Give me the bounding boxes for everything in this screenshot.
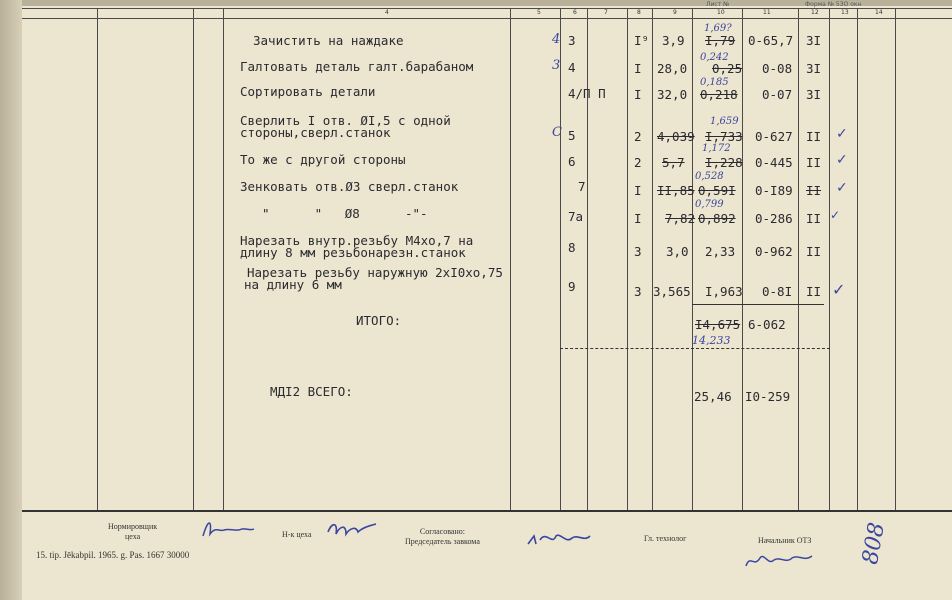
col9-value: 28,0 [657, 61, 688, 76]
grid-line [627, 8, 628, 510]
operation-text: Сверлить I отв. ØI,5 с одной [240, 113, 451, 128]
column-number: 11 [763, 9, 771, 16]
signature-normirovshchik [198, 514, 258, 542]
column-number: 5 [537, 9, 541, 16]
normirovshchik-label: Нормировщик цеха [108, 522, 158, 541]
handwritten-prefix: 3 [552, 58, 561, 73]
col12-value: 3I [806, 61, 822, 76]
col10-value: 0,892 [698, 211, 736, 226]
binding-edge [0, 0, 22, 600]
col6-value: 3 [568, 33, 576, 48]
soglasovano-label: Согласовано: Председатель завкома [405, 527, 480, 546]
grid-line [895, 8, 896, 510]
grid-line [193, 8, 194, 510]
dashed-separator [560, 348, 830, 349]
col9-value: 5,7 [662, 155, 685, 170]
operation-text: на длину 6 мм [244, 277, 342, 292]
grid-line [692, 8, 693, 510]
col6-value: 6 [568, 154, 576, 169]
vsego-col11: I0-259 [745, 389, 791, 404]
grid-line [223, 8, 224, 510]
form-label: Форма № 5ЗО окн [805, 1, 862, 8]
col9-value: 4,039 [657, 129, 695, 144]
column-number: 6 [573, 9, 577, 16]
sum-underline [692, 304, 824, 305]
col10-note: 0,242 [700, 52, 729, 63]
handwritten-prefix: С [552, 125, 562, 140]
signature-nach-tseha [322, 516, 382, 542]
col8-value: 3 [634, 244, 642, 259]
vsego-col10: 25,46 [694, 389, 732, 404]
col8-value: I [634, 211, 642, 226]
col8-value: I [634, 183, 642, 198]
signature-zavkom [524, 526, 604, 552]
column-number: 4 [385, 9, 389, 16]
col10-value: 0,218 [700, 87, 738, 102]
grid-line [798, 8, 799, 510]
margin-number: 808 [858, 520, 890, 567]
grid-line [652, 8, 653, 510]
col11-value: 0-286 [755, 211, 793, 226]
col10-value: 0,25 [712, 61, 743, 76]
col10-note: 1,69? [704, 23, 732, 34]
col9-value: 7,82 [665, 211, 696, 226]
print-info: 15. tip. Jēkabpil. 1965. g. Pas. 1667 30000 [36, 550, 190, 560]
operation-text: То же с другой стороны [240, 152, 406, 167]
col10-value: I,733 [705, 129, 743, 144]
col6-value: 5 [568, 128, 576, 143]
col9-value: 3,9 [662, 33, 685, 48]
col12-value: II [806, 129, 822, 144]
column-number: 9 [673, 9, 677, 16]
col8-value: I [634, 87, 642, 102]
col10-note: 1,172 [702, 143, 731, 154]
col9-value: 32,0 [657, 87, 688, 102]
sheet-label: Лист № [706, 1, 730, 8]
operation-text: Нарезать внутр.резьбу М4хо,7 на [240, 233, 474, 248]
vsego-label: МДI2 ВСЕГО: [270, 384, 353, 399]
column-number: 7 [604, 9, 608, 16]
col12-value: II [806, 155, 822, 170]
col8-value: 3 [634, 284, 642, 299]
col12-value: II [806, 183, 822, 198]
col10-note: 0,185 [700, 77, 729, 88]
column-number: 8 [637, 9, 641, 16]
col12-value: II [806, 284, 822, 299]
col8-value: 2 [634, 129, 642, 144]
col10-value: I,228 [705, 155, 743, 170]
operation-text: Зачистить на наждаке [253, 33, 404, 48]
col9-value: 3,565 [653, 284, 691, 299]
col6-value: 9 [568, 279, 576, 294]
grid-line [857, 8, 858, 510]
col9-value: 3,0 [666, 244, 689, 259]
col11-value: 0-08 [762, 61, 793, 76]
col12-value: II [806, 211, 822, 226]
column-number: 13 [841, 9, 849, 16]
operation-text: Галтовать деталь галт.барабаном [240, 59, 474, 74]
grid-line [742, 8, 743, 510]
grid-line [829, 8, 830, 510]
col11-value: 0-07 [762, 87, 793, 102]
header-line [22, 18, 952, 19]
check-mark-icon: ✓ [836, 126, 848, 142]
header-line [22, 8, 952, 9]
col12-value: II [806, 244, 822, 259]
itogo-col10-note: 14,233 [692, 334, 731, 347]
operation-text: стороны,сверл.станок [240, 125, 391, 140]
column-number: 12 [811, 9, 819, 16]
col8-value: I [634, 61, 642, 76]
col8-value: 2 [634, 155, 642, 170]
col10-value: 2,33 [705, 244, 736, 259]
handwritten-prefix: 4 [552, 32, 561, 47]
col11-value: 0-8I [762, 284, 793, 299]
column-number: 14 [875, 9, 883, 16]
col11-value: 0-445 [755, 155, 793, 170]
nach-otz-label: Начальник ОТЗ [758, 536, 812, 545]
col10-note: 0,528 [695, 171, 724, 182]
col10-note: 0,799 [695, 199, 724, 210]
col6-value: 8 [568, 240, 576, 255]
check-mark-icon: ✓ [836, 180, 848, 196]
col12-value: 3I [806, 33, 822, 48]
col11-value: 0-962 [755, 244, 793, 259]
column-number: 10 [717, 9, 725, 16]
col6-value: 4/П П [568, 86, 606, 101]
grid-line [560, 8, 561, 510]
col12-value: 3I [806, 87, 822, 102]
grid-line [587, 8, 588, 510]
operation-text: Сортировать детали [240, 84, 376, 99]
gl-tehnolog-label: Гл. технолог [644, 534, 687, 543]
check-mark-icon: ✓ [836, 152, 848, 168]
nach-tseha-label: Н-к цеха [282, 530, 312, 539]
operation-text: " " Ø8 -"- [262, 206, 428, 221]
col11-value: 0-65,7 [748, 33, 794, 48]
col11-value: 0-I89 [755, 183, 793, 198]
col11-value: 0-627 [755, 129, 793, 144]
operation-text: Нарезать резьбу наружную 2хI0хо,75 [247, 265, 503, 280]
itogo-col10: I4,675 [695, 317, 741, 332]
col10-value: I,963 [705, 284, 743, 299]
itogo-col11: 6-062 [748, 317, 786, 332]
operation-text: длину 8 мм резьбонарезн.станок [240, 245, 466, 260]
signature-otz [742, 546, 822, 572]
col10-value: I,79 [705, 33, 736, 48]
operation-text: Зенковать отв.Ø3 сверл.станок [240, 179, 459, 194]
col8-value: I⁹ [634, 33, 650, 48]
col10-note: 1,659 [710, 116, 739, 127]
col10-value: 0,59I [698, 183, 736, 198]
check-mark-icon: ✓ [830, 208, 841, 222]
col6-value: 7 [578, 179, 586, 194]
col9-value: II,85 [657, 183, 695, 198]
grid-line [510, 8, 511, 510]
grid-line [97, 8, 98, 510]
itogo-label: ИТОГО: [356, 313, 402, 328]
col6-value: 7а [568, 209, 584, 224]
col6-value: 4 [568, 60, 576, 75]
check-mark-icon: ✓ [832, 280, 846, 299]
table-bottom-line [22, 510, 952, 512]
